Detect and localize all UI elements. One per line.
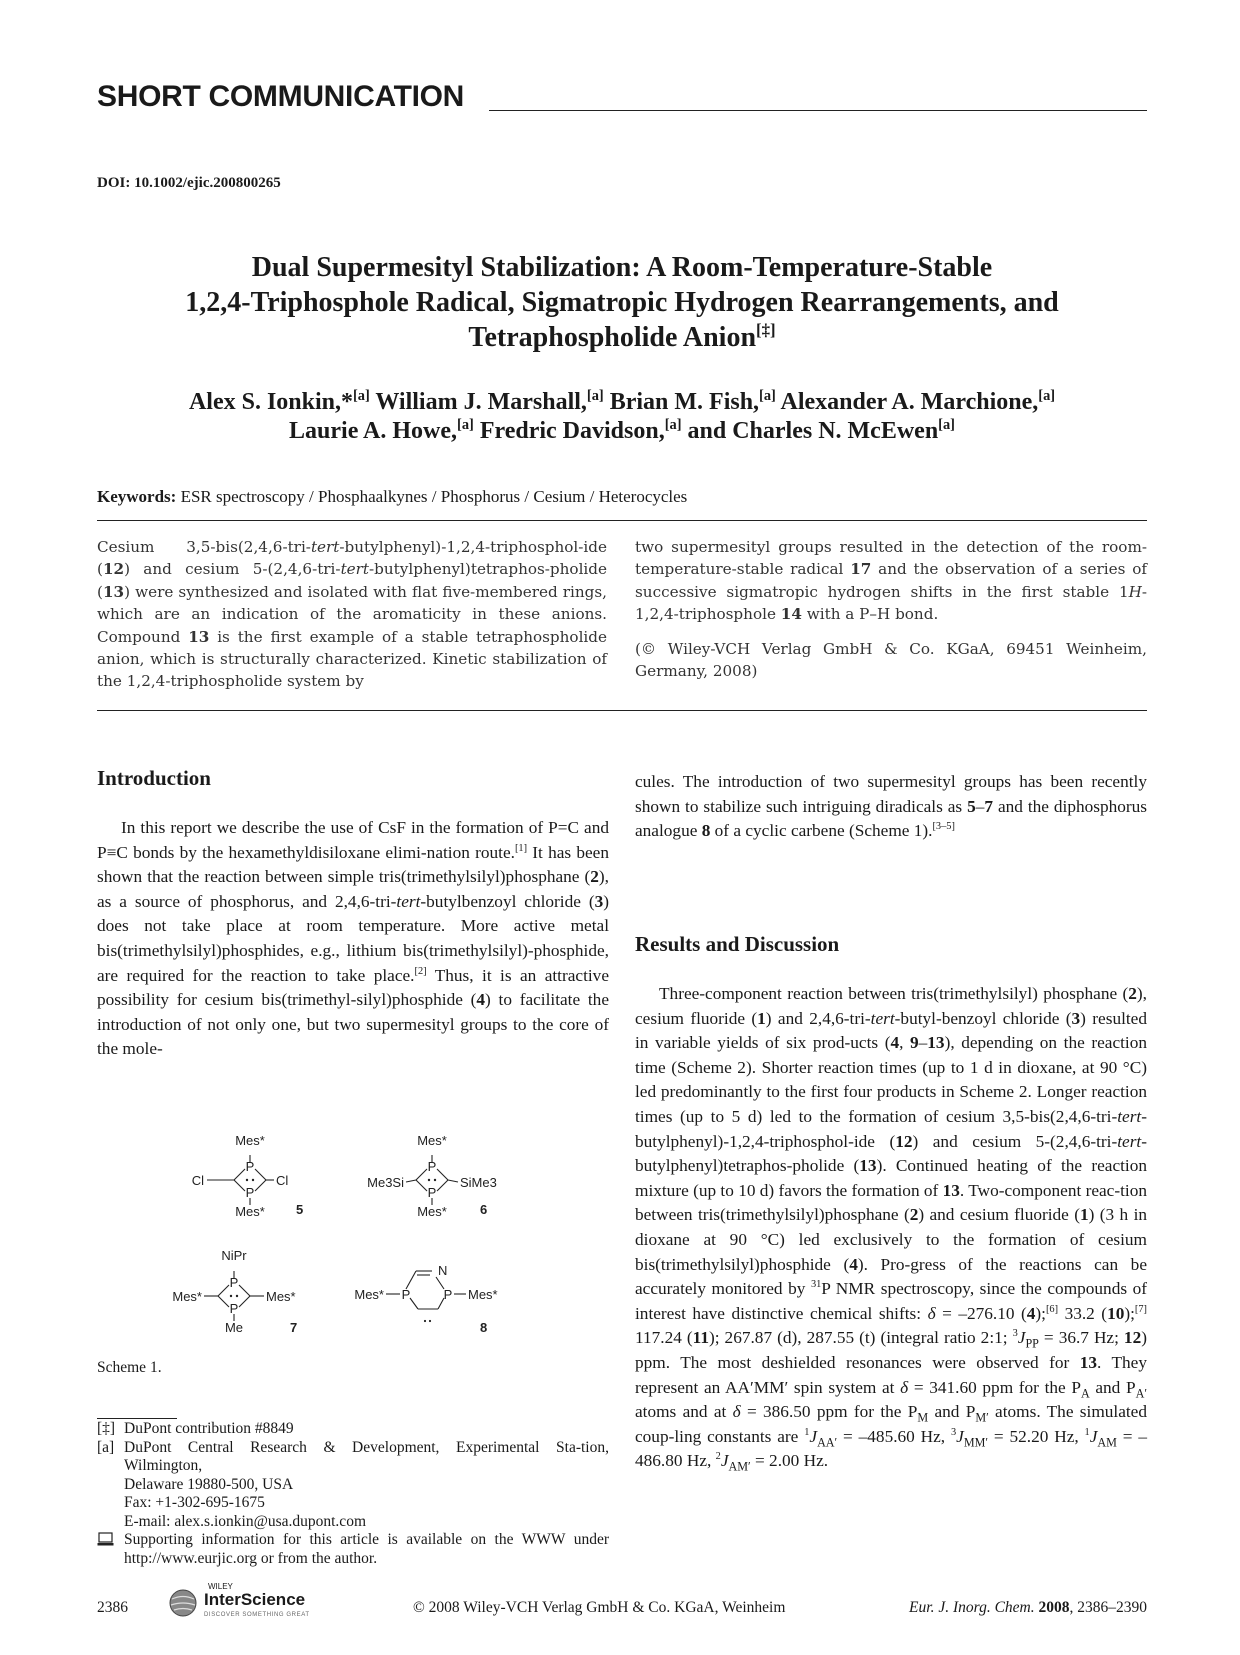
author-email[interactable]: E-mail: alex.s.ionkin@usa.dupont.com (124, 1512, 366, 1530)
compound-number-5: 5 (296, 1202, 304, 1217)
logo-tagline: DISCOVER SOMETHING GREAT (204, 1612, 310, 1618)
mes-star-label: Mes* (266, 1289, 296, 1304)
page-number: 2386 (97, 1599, 128, 1616)
footnote-text: Delaware 19880-500, USA (124, 1475, 294, 1493)
abstract-top-rule (97, 520, 1147, 521)
footnote-text: DuPont contribution #8849 (124, 1420, 294, 1437)
mes-star-label: Mes* (172, 1289, 202, 1304)
journal-year: 2008 (1038, 1599, 1070, 1616)
compound-number-8: 8 (480, 1320, 488, 1335)
phosphorus-label: P (245, 1159, 255, 1174)
title-footnote-mark[interactable]: [‡] (756, 320, 776, 340)
author-affiliation: [a] (353, 388, 370, 404)
globe-icon (168, 1588, 198, 1618)
phosphorus-label: P (443, 1287, 453, 1302)
mes-star-label: Mes* (354, 1287, 384, 1302)
author-list (97, 388, 1147, 446)
author-line-2 (97, 417, 1147, 446)
footnote-text[interactable]: Supporting information for this article is available on the WWW under http://www.eurjic.org or from the author. (124, 1531, 609, 1567)
author-affiliation: [a] (759, 388, 776, 404)
footnote-mark: [a] (97, 1438, 115, 1456)
footnote (97, 1420, 609, 1439)
keyword[interactable]: ESR spectroscopy (180, 487, 305, 506)
compound-number-6: 6 (480, 1202, 488, 1217)
structure-5 (207, 1155, 274, 1205)
mes-star-label: Mes* (235, 1204, 265, 1219)
footnotes (97, 1420, 609, 1568)
chloro-label: Cl (276, 1173, 289, 1188)
n-isopropyl-label: NiPr (221, 1248, 247, 1263)
title-line-1: Dual Supermesityl Stabilization: A Room-Temperature-Stable (251, 252, 993, 283)
footnote (97, 1494, 609, 1513)
footnote-text: DuPont Central Research & Development, Experimental Sta-tion, Wilmington, (124, 1438, 609, 1474)
title-line-3: Tetraphospholide Anion (468, 322, 757, 353)
chloro-label: Cl (191, 1173, 204, 1188)
paragraph: cules. The introduction of two supermesityl groups has been recently shown to stabilize such intriguing diradicals as 5–7 and the diphosphorus analogue 8 of a cyclic carbene (Scheme 1).[3–5] (635, 772, 1148, 841)
abstract-column-1: Cesium 3,5-bis(2,4,6-tri-tert-butylphenyl)-1,2,4-triphosphol-ide (12) and cesium 5-(2,4,6-tri-tert-butylphenyl)tetraphos-pholide (13) were synthesized and isolated with flat five-membered rings, which are an indication of the aromaticity in these anions. Compound 13 is the first example of a stable tetraphospholide anion, which is structurally characterized. Kinetic stabilization of the 1,2,4-triphospholide system by (97, 538, 607, 691)
footnote (97, 1513, 609, 1532)
mes-star-label: Mes* (417, 1204, 447, 1219)
abstract-bottom-rule (97, 710, 1147, 711)
keyword[interactable]: Cesium (533, 487, 586, 506)
abstract-copyright: (© Wiley-VCH Verlag GmbH & Co. KGaA, 69451 Weinheim, Germany, 2008) (635, 639, 1147, 681)
scheme-caption: Scheme 1. (97, 1359, 162, 1376)
phosphorus-label: P (229, 1275, 239, 1290)
nitrogen-label: N (438, 1263, 448, 1278)
paragraph: In this report we describe the use of CsF in the formation of P=C and P≡C bonds by the hexamethyldisiloxane elimi-nation route.[1] It has been shown that the reaction between simple tris(trimethylsilyl)phosphane (2), as a source of phosphorus, and 2,4,6-tri-tert-butylbenzoyl chloride (3) does not take place at room temperature. More active metal bis(trimethylsilyl)phosphides, e.g., lithium bis(trimethylsilyl)-phosphide, are required for the reaction to take place.[2] Thus, it is an attractive possibility for cesium bis(trimethyl-silyl)phosphide (4) to facilitate the introduction of not only one, but two supermesityl groups to the core of the mole- (97, 818, 609, 1059)
keywords-list: ESR spectroscopy / Phosphaalkynes / Phosphorus / Cesium / Heterocycles (180, 487, 688, 506)
mes-star-label: Mes* (417, 1133, 447, 1148)
abstract-text-2: two supermesityl groups resulted in the detection of the room-temperature-stable radical 17 and the observation of a series of successive sigmatropic hydrogen shifts in the first stable 1H-1,2,4-triphosphole 14 with a P–H bond. (635, 538, 1147, 624)
logo-interscience: InterScience (204, 1590, 306, 1609)
author: Brian M. Fish, (609, 389, 760, 415)
journal-citation (909, 1599, 1147, 1617)
section-header (97, 80, 1147, 116)
title-line-2: 1,2,4-Triphosphole Radical, Sigmatropic Hydrogen Rearrangements, and (185, 287, 1059, 318)
phosphorus-label: P (245, 1185, 255, 1200)
author-affiliation: [a] (457, 417, 474, 433)
author: Laurie A. Howe, (289, 418, 458, 444)
footnote (97, 1476, 609, 1495)
author-affiliation: [a] (1038, 388, 1056, 404)
doi[interactable]: DOI: 10.1002/ejic.200800265 (97, 175, 281, 191)
introduction-continued (635, 770, 1147, 844)
footnote (97, 1531, 609, 1568)
footnote-text: Fax: +1-302-695-1675 (124, 1494, 265, 1511)
phosphorus-label: P (401, 1287, 411, 1302)
author-line-1 (97, 388, 1147, 417)
header-rule (489, 110, 1147, 111)
trimethylsilyl-label: SiMe3 (460, 1175, 497, 1190)
phosphorus-label: P (427, 1159, 437, 1174)
phosphorus-label: P (229, 1301, 239, 1316)
journal-name: Eur. J. Inorg. Chem. (909, 1599, 1035, 1616)
phosphorus-label: P (427, 1185, 437, 1200)
keyword[interactable]: Heterocycles (598, 487, 688, 506)
interscience-logo[interactable] (168, 1582, 338, 1622)
structure-8 (386, 1271, 466, 1309)
keyword[interactable]: Phosphaalkynes (318, 487, 428, 506)
section-heading-introduction: Introduction (97, 766, 211, 790)
abstract-column-2 (635, 536, 1147, 694)
keyword[interactable]: Phosphorus (440, 487, 521, 506)
trimethylsilyl-label: Me3Si (367, 1175, 404, 1190)
footer-copyright: © 2008 Wiley-VCH Verlag GmbH & Co. KGaA, Weinheim (413, 1599, 786, 1616)
author: Fredric Davidson, (479, 418, 665, 444)
keywords (97, 487, 1147, 507)
section-heading-results: Results and Discussion (635, 932, 840, 956)
footnote-mark: [‡] (97, 1420, 116, 1437)
author-affiliation: [a] (586, 388, 604, 404)
footnote (97, 1439, 609, 1476)
compound-number-7: 7 (290, 1320, 298, 1335)
introduction-body (97, 816, 609, 1062)
results-body (635, 982, 1147, 1474)
mes-star-label: Mes* (235, 1133, 265, 1148)
author-affiliation: [a] (938, 417, 955, 433)
section-label: SHORT COMMUNICATION (97, 80, 465, 113)
mes-star-label: Mes* (468, 1287, 498, 1302)
author: Alex S. Ionkin,* (188, 389, 353, 415)
methyl-label: Me (224, 1320, 244, 1335)
author: William J. Marshall, (375, 389, 587, 415)
author-affiliation: [a] (664, 417, 682, 433)
paragraph: Three-component reaction between tris(trimethylsilyl) phosphane (2), cesium fluoride (1) and 2,4,6-tri-tert-butyl-benzoyl chloride (3) resulted in variable yields of six prod-ucts (4, 9–13), depending on the reaction time (Scheme 2). Shorter reaction times (up to 1 d in dioxane, at 90 °C) led predominantly to the first four products in Scheme 2. Longer reaction times (up to 5 d) led to the formation of cesium 3,5-bis(2,4,6-tri-tert-butylphenyl)-1,2,4-triphosphol-ide (12) and cesium 5-(2,4,6-tri-tert-butylphenyl)tetraphos-pholide (13). Continued heating of the reaction mixture (up to 10 d) favors the formation of 13. Two-component reac-tion between tris(trimethylsilyl)phosphane (2) and cesium fluoride (1) (3 h in dioxane at 90 °C) led exclusively to the formation of cesium bis(trimethylsilyl)phosphide (4). Pro-gress of the reactions can be accurately monitored by $^{31}$P NMR spectroscopy, since the compounds of interest have distinctive chemical shifts: δ = –276.10 (4);[6] 33.2 (10);[7] 117.24 (11); 267.87 (d), 287.55 (t) (integral ratio 2:1; $^3J_{PP} = 36.7$ Hz; 12) ppm. The most deshielded resonances were observed for 13. They represent an AA′MM′ spin system at δ = 341.60 ppm for the $P_A$ and $P_{A'}$ atoms and at δ = 386.50 ppm for the $P_M$ and $P_{M'}$ atoms. The simulated coup-ling constants are $^1J_{AA'} = -485.60$ Hz, $^3J_{MM'} = 52.20$ Hz, $^1J_{AM} = -486.80$ Hz, $^2J_{AM'} = 2.00$ Hz. (635, 984, 1148, 1474)
article-title (97, 250, 1147, 355)
supporting-info-icon (97, 1531, 124, 1568)
keywords-label: Keywords: (97, 487, 177, 506)
scheme-1-structures (170, 1125, 550, 1345)
footnote-rule (97, 1418, 177, 1419)
journal-pages: , 2386–2390 (1069, 1599, 1147, 1616)
author: Alexander A. Marchione, (780, 389, 1039, 415)
logo-wiley: WILEY (208, 1582, 233, 1591)
author: and Charles N. McEwen (687, 418, 939, 444)
